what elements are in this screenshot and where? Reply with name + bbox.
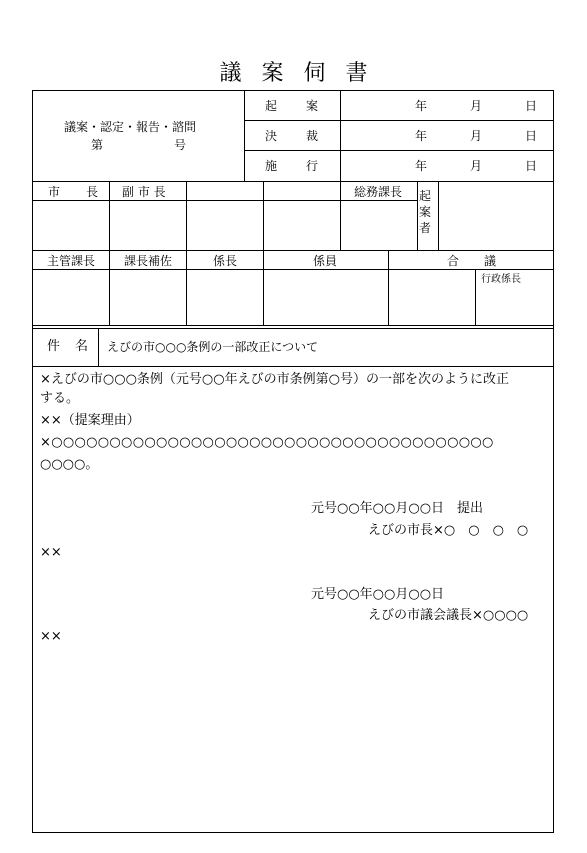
approval-row2-bottom: [32, 325, 554, 326]
label-aigi-1: 合: [447, 254, 460, 268]
body-line: する。: [40, 391, 80, 406]
label-aigi-2: 議: [484, 254, 497, 268]
approval2-divider: [388, 250, 389, 325]
approval-divider: [109, 181, 110, 250]
title-char: 伺: [303, 61, 326, 86]
decision-day: 日: [525, 129, 538, 143]
decision-year: 年: [415, 129, 428, 143]
approval-divider: [340, 181, 341, 250]
label-drafter: [418, 188, 432, 236]
label-mayor-2: 長: [86, 185, 99, 199]
body-line: ○○○○。: [40, 457, 99, 472]
enforce-day: 日: [525, 159, 538, 173]
label-drafter-2: 案: [418, 205, 431, 219]
date-label-enforce-2: 行: [306, 159, 319, 173]
header-divider: [340, 90, 341, 181]
label-kakariin: 係員: [313, 254, 338, 268]
label-drafter-1: 起: [418, 189, 431, 203]
approval-divider: [263, 181, 264, 250]
date-label-draft-2: 案: [306, 99, 319, 113]
number-suffix: 号: [174, 138, 187, 152]
approval2-divider: [109, 250, 110, 325]
label-shukan: 主管課長: [47, 254, 96, 268]
outer-border-bottom: [32, 832, 554, 833]
header-divider: [244, 90, 245, 181]
decision-month: 月: [470, 129, 483, 143]
subject-top-line: [32, 328, 554, 329]
header-row-line: [244, 150, 554, 151]
approval-divider: [186, 181, 187, 250]
header-bottom-line: [32, 181, 554, 182]
subject-bottom-line: [32, 366, 554, 367]
chair-date: 元号○○年○○月○○日: [311, 587, 445, 602]
date-label-draft-1: 起: [265, 99, 278, 113]
chair-tail: ××: [40, 629, 62, 644]
draft-year: 年: [415, 99, 428, 113]
header-row-line: [244, 120, 554, 121]
label-gyosei: 行政係長: [481, 274, 521, 285]
title-char: 案: [261, 61, 284, 86]
body-line: ×○○○○○○○○○○○○○○○○○○○○○○○○○○○○○○○○○○○○○○: [40, 435, 494, 450]
draft-month: 月: [470, 99, 483, 113]
subject-label-1: 件: [47, 339, 61, 354]
subject-divider: [98, 328, 99, 366]
approval2-divider: [186, 250, 187, 325]
outer-border-right: [553, 90, 554, 833]
date-label-decision-1: 決: [265, 129, 278, 143]
approval-divider: [438, 181, 439, 250]
approval-row1-bottom: [32, 250, 554, 251]
approval2-divider: [263, 250, 264, 325]
draft-day: 日: [525, 99, 538, 113]
label-mayor-1: 市: [48, 185, 61, 199]
enforce-year: 年: [415, 159, 428, 173]
document-categories: 議案・認定・報告・諮問: [64, 120, 197, 134]
submit-date: 元号○○年○○月○○日 提出: [311, 501, 484, 516]
title-char: 議: [219, 61, 242, 86]
outer-border-top: [32, 90, 554, 91]
title-char: 書: [345, 61, 368, 86]
label-vice-mayor: 副 市 長: [122, 185, 166, 199]
label-drafter-3: 者: [418, 221, 431, 235]
date-label-enforce-1: 施: [265, 159, 278, 173]
subject-value: えびの市○○○条例の一部改正について: [107, 340, 319, 354]
outer-border-left: [32, 90, 33, 833]
approval2-divider: [475, 269, 476, 325]
chair-name: えびの市議会議長×○○○○: [368, 608, 529, 623]
subject-label-2: 名: [75, 339, 89, 354]
label-kakaricho: 係長: [213, 254, 238, 268]
label-somu: 総務課長: [354, 185, 403, 199]
submitter-tail: ××: [40, 545, 62, 560]
date-label-decision-2: 裁: [306, 129, 319, 143]
body-line: ××（提案理由）: [40, 413, 140, 428]
body-line: ×えびの市○○○条例（元号○○年えびの市条例第○号）の一部を次のように改正: [40, 372, 509, 387]
enforce-month: 月: [470, 159, 483, 173]
approval-label-line: [32, 200, 417, 201]
submitter: えびの市長×○ ○ ○ ○: [368, 523, 529, 538]
number-prefix: 第: [91, 138, 104, 152]
label-hosa: 課長補佐: [124, 254, 173, 268]
page-title: [0, 56, 587, 87]
